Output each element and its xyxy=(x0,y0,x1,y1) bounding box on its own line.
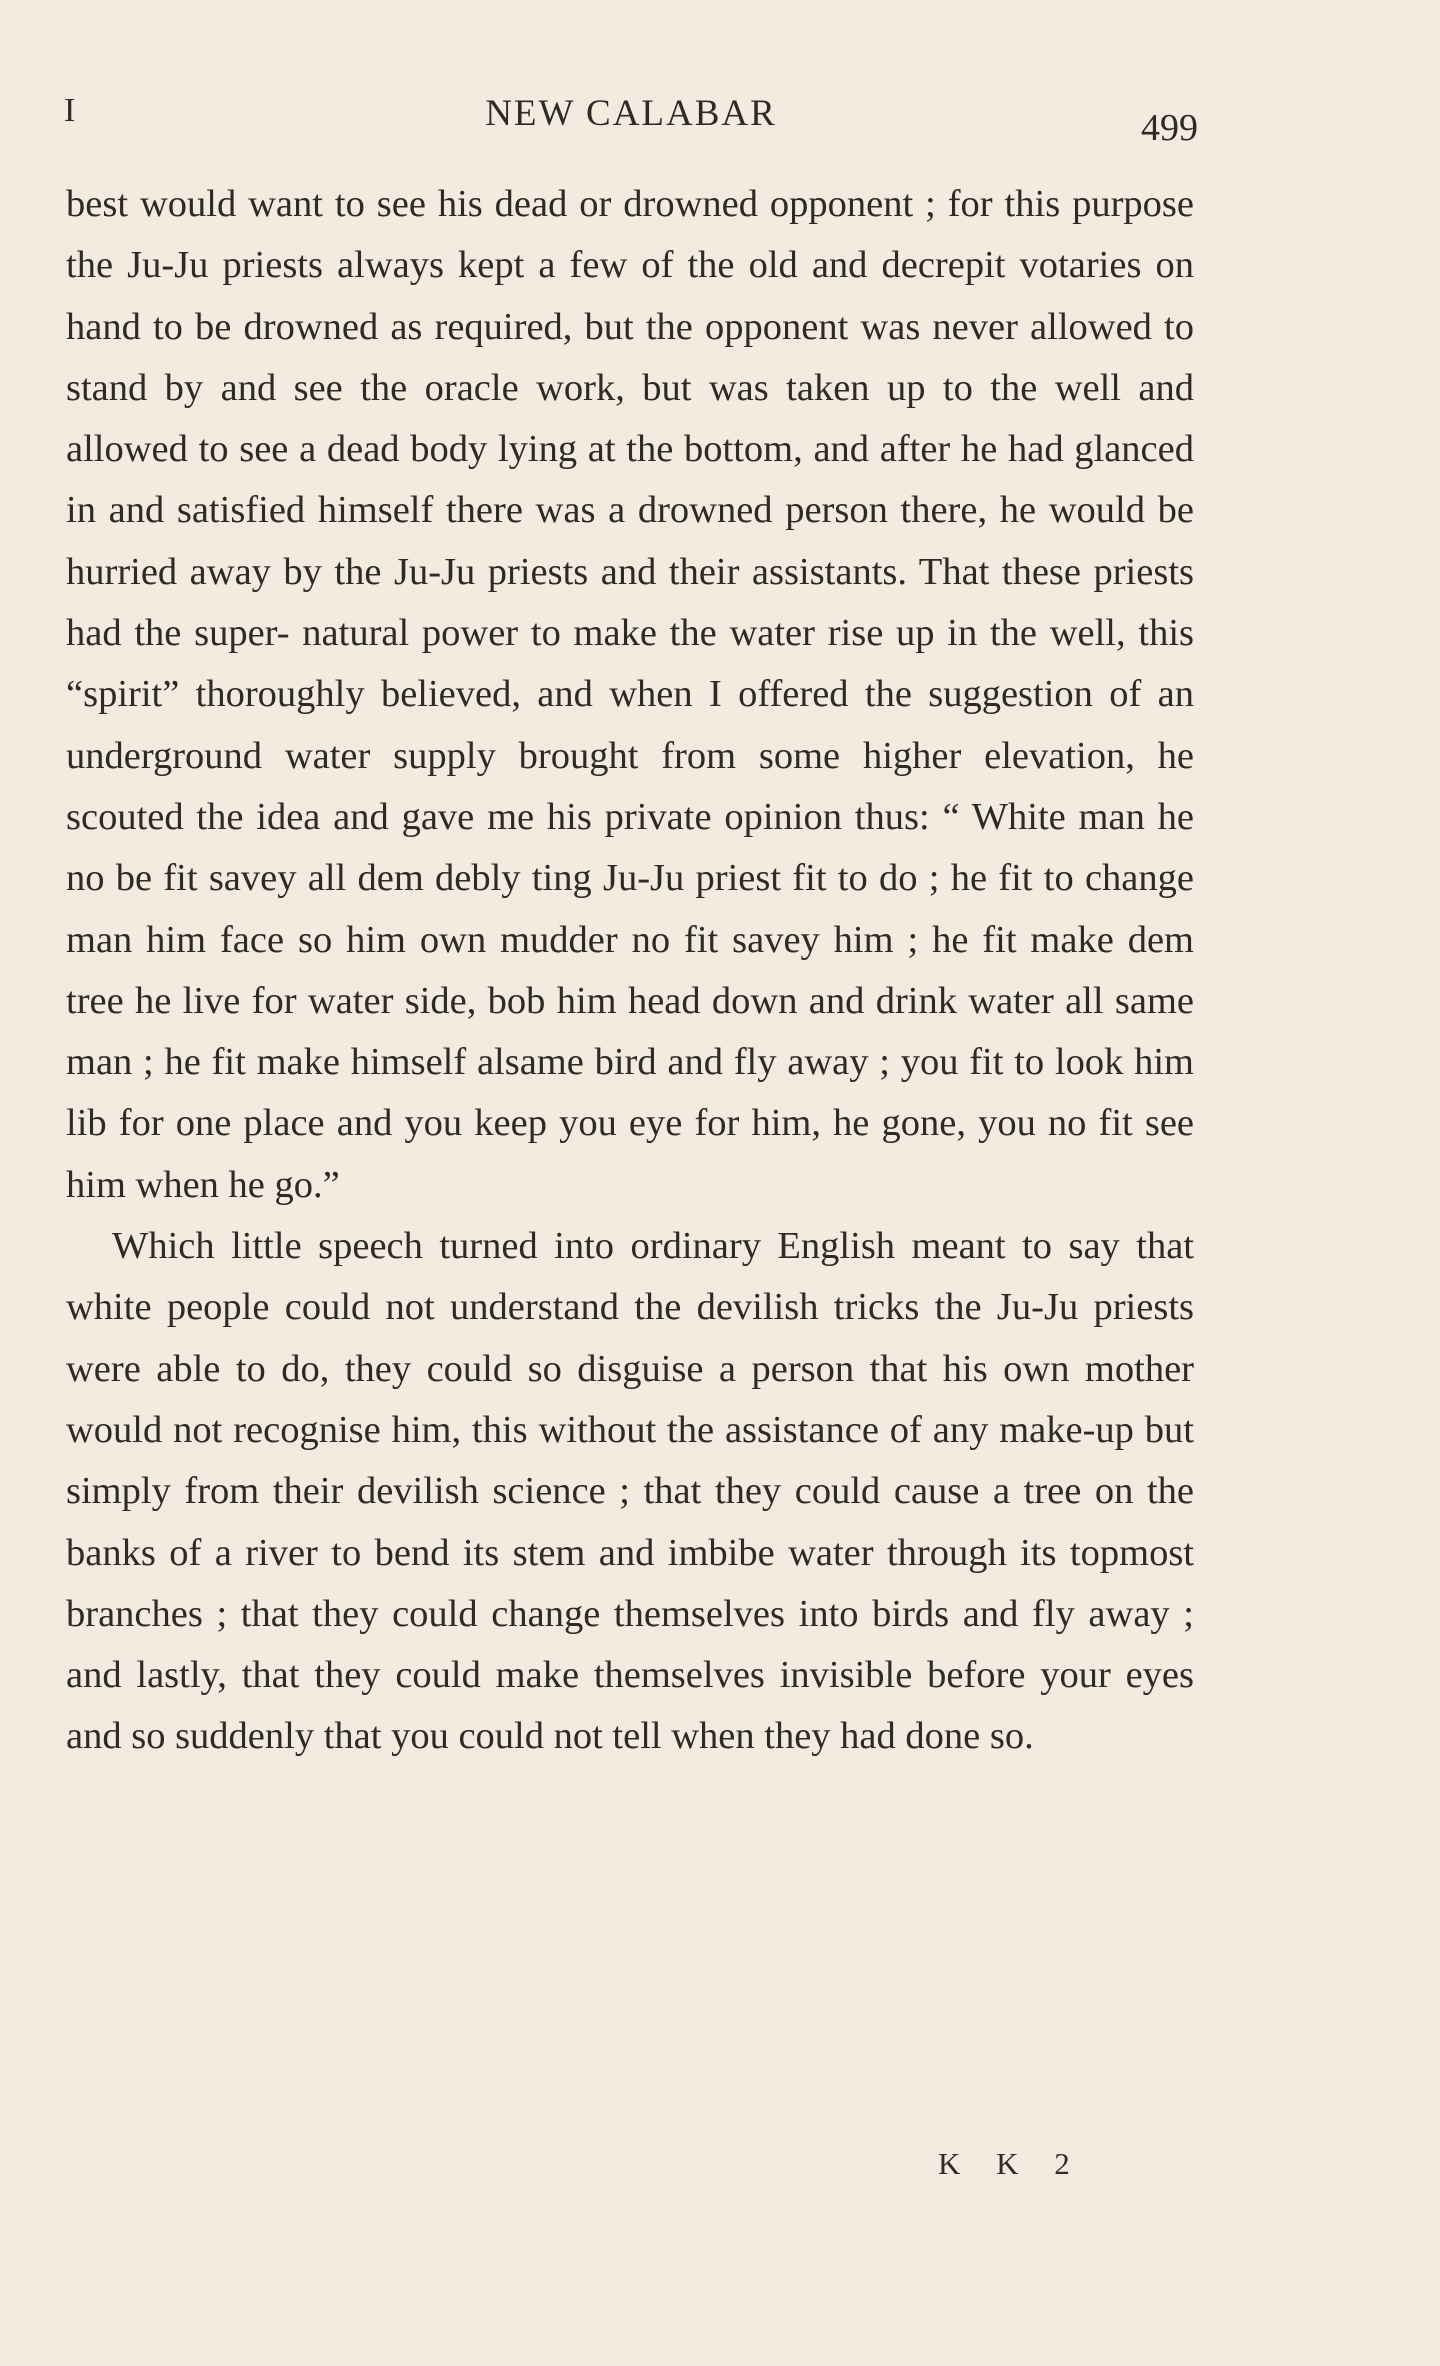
body-text xyxy=(66,174,1194,1768)
running-head xyxy=(64,92,1198,149)
paragraph-continued: best would want to see his dead or drowned opponent ; for this purpose the Ju-Ju priests always kept a few of the old and decrepit votaries on hand to be drowned as required, but the opponent was never allowed to stand by and see the oracle work, but was taken up to the well and allowed to see a dead body lying at the bottom, and after he had glanced in and satisfied himself there was a drowned person there, he would be hurried away by the Ju-Ju priests and their assistants. That these priests had the super- natural power to make the water rise up in the well, this “spirit” thoroughly believed, and when I offered the suggestion of an underground water supply brought from some higher elevation, he scouted the idea and gave me his private opinion thus: “ White man he no be fit savey all dem debly ting Ju-Ju priest fit to do ; he fit to change man him face so him own mudder no fit savey him ; he fit make dem tree he live for water side, bob him head down and drink water all same man ; he fit make himself alsame bird and fly away ; you fit to look him lib for one place and you keep you eye for him, he gone, you no fit see him when he go.” xyxy=(66,183,1194,1206)
section-numeral: I xyxy=(64,92,77,129)
signature-mark: K K 2 xyxy=(938,2146,1084,2181)
page-number: 499 xyxy=(1141,107,1198,149)
paragraph: Which little speech turned into ordinary English meant to say that white people could not understand the devilish tricks the Ju-Ju priests were able to do, they could so disguise a person that his own mother would not recognise him, this without the assistance of any make-up but simply from their devilish science ; that they could cause a tree on the banks of a river to bend its stem and imbibe water through its topmost branches ; that they could change themselves into birds and fly away ; and lastly, that they could make themselves invisible before your eyes and so suddenly that you could not tell when they had done so. xyxy=(66,1225,1194,1758)
running-title: NEW CALABAR xyxy=(485,93,777,134)
